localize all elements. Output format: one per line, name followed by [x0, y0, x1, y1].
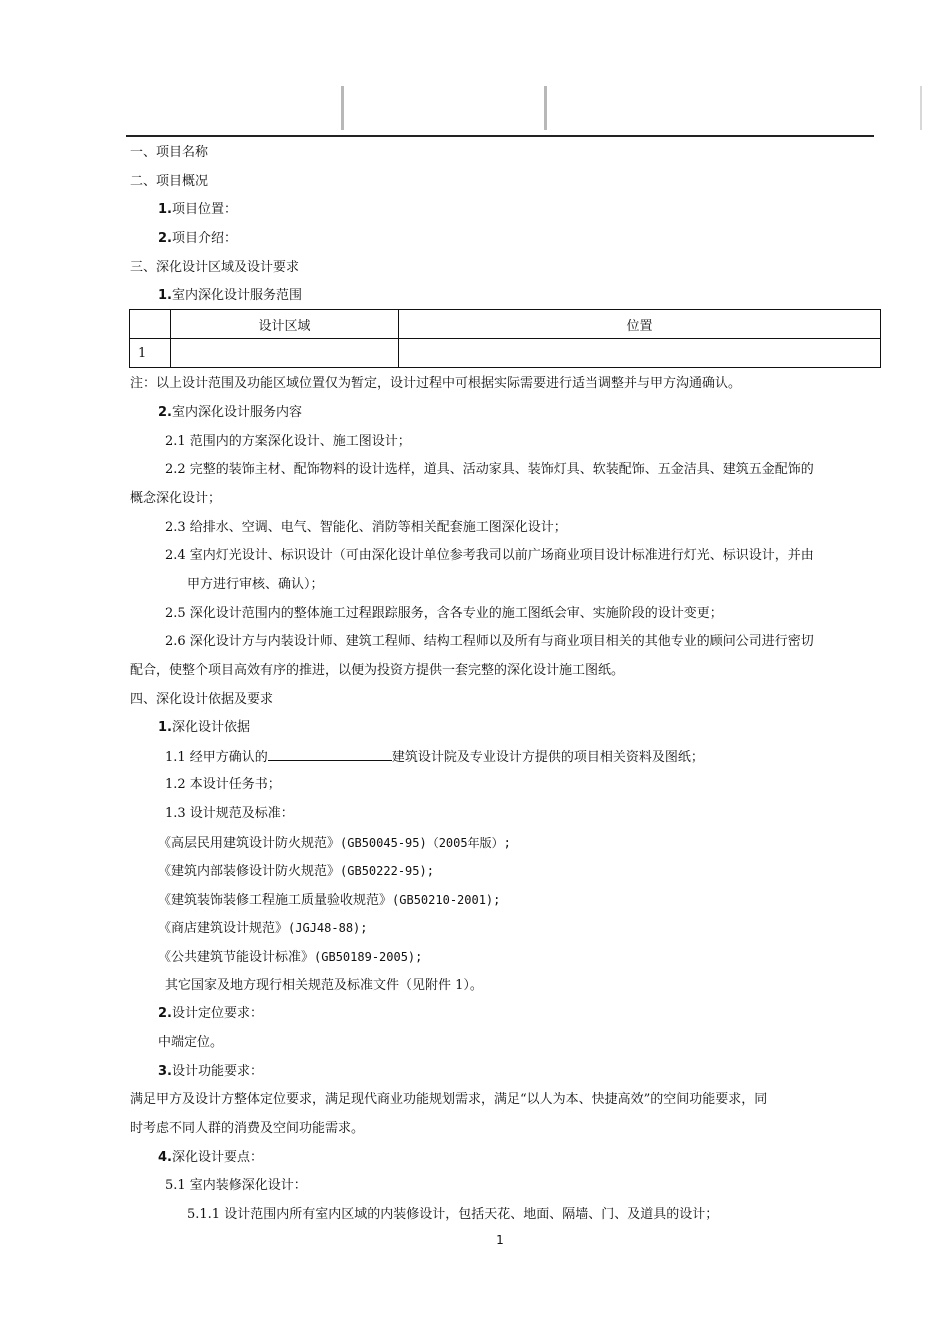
paragraph-1-2: 1.2 本设计任务书；: [165, 777, 281, 792]
standard-5: 《公共建筑节能设计标准》(GB50189-2005);: [158, 950, 423, 965]
function-line-1: 满足甲方及设计方整体定位要求，满足现代商业功能规划需求，满足“以人为本、快捷高效”的空间功能要求，同: [130, 1092, 768, 1107]
paragraph-2-3: 2.3 给排水、空调、电气、智能化、消防等相关配套施工图深化设计；: [165, 520, 567, 535]
table-header-area: 设计区域: [171, 310, 399, 339]
section-3-title: 三、深化设计区域及设计要求: [130, 260, 300, 275]
paragraph-2-1: 2.1 范围内的方案深化设计、施工图设计；: [165, 434, 411, 449]
function-line-2: 时考虑不同人群的消费及空间功能需求。: [130, 1121, 365, 1136]
paragraph-2-5: 2.5 深化设计范围内的整体施工过程跟踪服务，含各专业的施工图纸会审、实施阶段的设计变更；: [165, 606, 723, 621]
positioning-text: 中端定位。: [158, 1035, 224, 1050]
paragraph-5-1: 5.1 室内装修深化设计：: [165, 1178, 307, 1193]
paragraph-2-4-line-2: 甲方进行审核、确认）；: [187, 577, 324, 592]
standard-2: 《建筑内部装修设计防火规范》(GB50222-95);: [158, 864, 434, 879]
design-area-table: [129, 309, 881, 368]
paragraph-1-1: 1.1 经甲方确认的 建筑设计院及专业设计方提供的项目相关资料及图纸；: [165, 750, 704, 765]
paragraph-2-6-line-1: 2.6 深化设计方与内装设计师、建筑工程师、结构工程师以及所有与商业项目相关的其他专业的顾问公司进行密切: [165, 634, 814, 649]
table-header-row: [130, 310, 881, 339]
paragraph-2-4-line-1: 2.4 室内灯光设计、标识设计（可由深化设计单位参考我司以前广场商业项目设计标准进行灯光、标识设计，并由: [165, 548, 814, 563]
table-note: 注：以上设计范围及功能区域位置仅为暂定，设计过程中可根据实际需要进行适当调整并与甲方沟通确认。: [130, 376, 742, 391]
paragraph-5-1-1: 5.1.1 设计范围内所有室内区域的内装修设计，包括天花、地面、隔墙、门、及道具的设计；: [187, 1207, 719, 1222]
table-header-index: [130, 310, 171, 339]
section-3-item-1: 1.室内深化设计服务范围: [158, 288, 302, 303]
other-standards: 其它国家及地方现行相关规范及标准文件（见附件 1）。: [165, 978, 483, 993]
header-mark-right: [920, 86, 922, 130]
header-mark-left: [341, 86, 344, 130]
standard-1: 《高层民用建筑设计防火规范》(GB50045-95)（2005年版）;: [158, 836, 511, 851]
section-4-item-2: 2.设计定位要求：: [158, 1006, 263, 1021]
table-cell-location: [399, 339, 881, 368]
table-row: [130, 339, 881, 368]
page-number: 1: [496, 1233, 504, 1247]
paragraph-1-3: 1.3 设计规范及标准：: [165, 806, 294, 821]
paragraph-2-2-line-1: 2.2 完整的装饰主材、配饰物料的设计选样，道具、活动家具、装饰灯具、软装配饰、五金洁具、建筑五金配饰的: [165, 462, 814, 477]
section-2-item-2: 2.项目介绍：: [158, 231, 237, 246]
section-3-item-2: 2.室内深化设计服务内容: [158, 405, 302, 420]
header-mark-middle: [544, 86, 547, 130]
section-4-item-3: 3.设计功能要求：: [158, 1064, 263, 1079]
fill-in-blank: [268, 748, 392, 761]
table-cell-index: 1: [130, 339, 171, 368]
standard-3: 《建筑装饰装修工程施工质量验收规范》(GB50210-2001);: [158, 893, 501, 908]
section-2-title: 二、项目概况: [130, 174, 209, 189]
standard-4: 《商店建筑设计规范》(JGJ48-88);: [158, 921, 368, 936]
section-2-item-1: 1.项目位置：: [158, 202, 237, 217]
paragraph-2-2-line-2: 概念深化设计；: [130, 491, 222, 506]
section-4-title: 四、深化设计依据及要求: [130, 692, 274, 707]
table-cell-area: [171, 339, 399, 368]
section-4-item-4: 4.深化设计要点：: [158, 1150, 263, 1165]
table-header-location: 位置: [399, 310, 881, 339]
section-4-item-1: 1.深化设计依据: [158, 720, 250, 735]
paragraph-2-6-line-2: 配合，使整个项目高效有序的推进，以便为投资方提供一套完整的深化设计施工图纸。: [130, 663, 625, 678]
header-rule: [126, 135, 874, 137]
section-1-title: 一、项目名称: [130, 145, 209, 160]
